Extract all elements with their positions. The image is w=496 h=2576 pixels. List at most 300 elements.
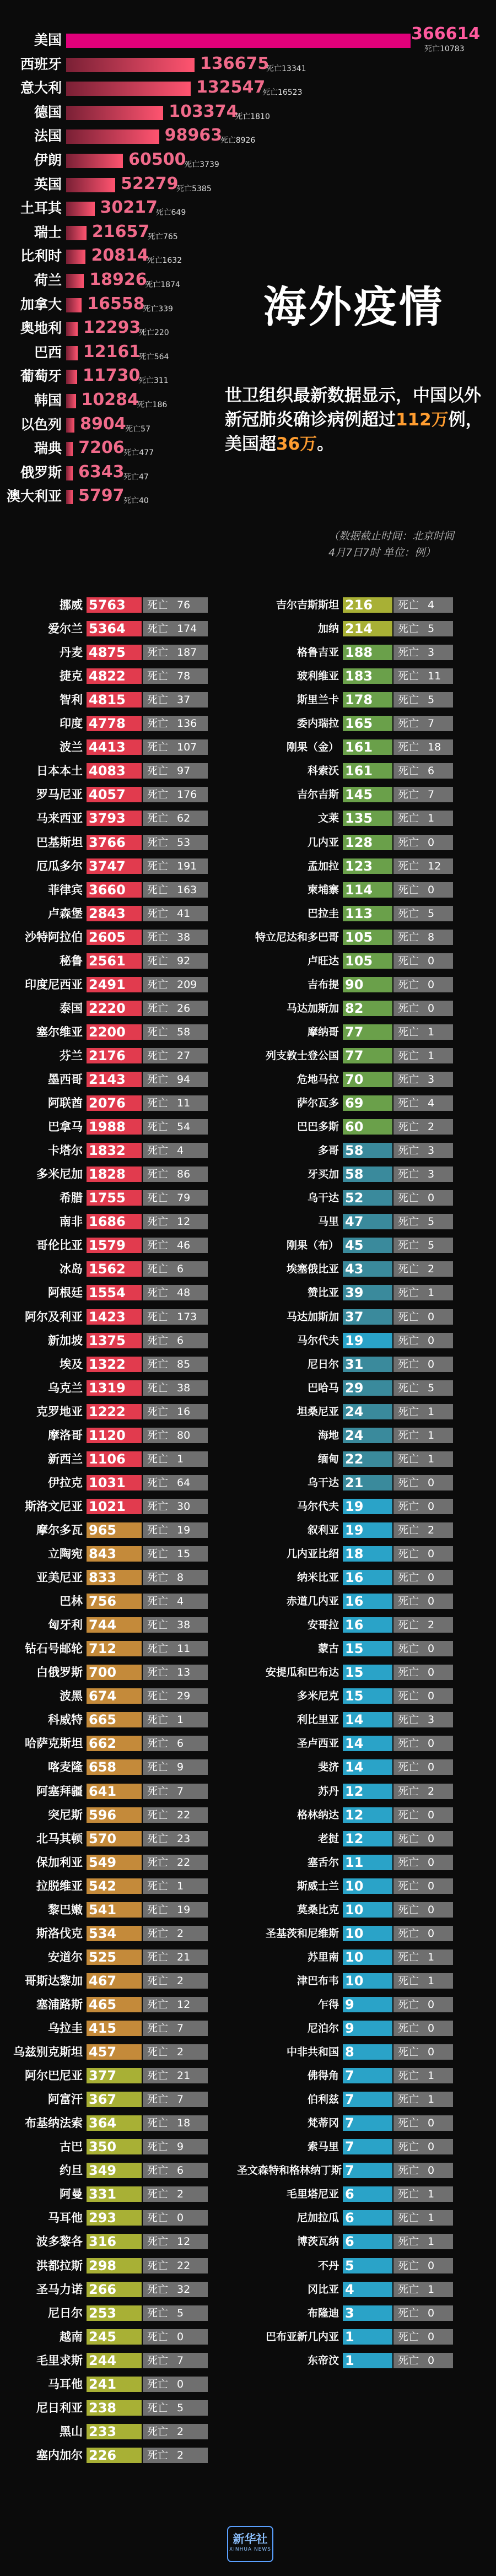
death-count	[393, 1333, 453, 1348]
death-label: 死亡	[147, 1714, 169, 1726]
death-label: 死亡	[147, 931, 169, 943]
country-name: 保加利亚	[36, 1855, 83, 1869]
table-row	[237, 1594, 468, 1609]
death-label: 死亡	[398, 2093, 419, 2106]
death-count	[393, 597, 453, 613]
table-row	[0, 1190, 231, 1206]
table-row	[0, 716, 231, 731]
death-value: 5	[428, 694, 435, 706]
country-name: 毛里求斯	[36, 2353, 83, 2367]
death-label: 死亡	[147, 1073, 169, 1086]
death-label: 死亡	[398, 1548, 419, 1560]
death-label: 死亡	[398, 1002, 419, 1014]
confirmed-cases: 350	[87, 2139, 142, 2154]
death-count	[143, 1238, 208, 1253]
country-name: 约旦	[60, 2163, 83, 2178]
death-label: 死亡	[147, 1903, 169, 1916]
country-name: 圣卢西亚	[296, 1737, 339, 1750]
death-value: 78	[177, 670, 191, 683]
death-label: 死亡	[398, 1121, 419, 1133]
table-row	[237, 716, 468, 731]
death-value: 0	[428, 1998, 435, 2011]
confirmed-cases: 1988	[87, 1119, 142, 1135]
death-count	[393, 2186, 453, 2202]
death-count	[143, 1878, 208, 1894]
confirmed-cases: 11	[343, 1855, 392, 1870]
top-bar-mark	[66, 154, 123, 168]
top-bar-value-label: 12161	[83, 342, 141, 361]
death-value: 5	[428, 907, 435, 920]
confirmed-cases: 183	[343, 668, 392, 684]
table-row	[237, 1357, 468, 1372]
death-label: 死亡	[398, 2330, 419, 2343]
table-row	[0, 597, 231, 613]
death-count	[143, 1048, 208, 1063]
death-count	[143, 1570, 208, 1585]
country-name: 刚果（布）	[286, 1239, 339, 1252]
table-row	[0, 1333, 231, 1348]
death-label: 死亡	[398, 1310, 419, 1323]
confirmed-cases: 238	[87, 2400, 142, 2416]
table-row	[237, 2163, 468, 2178]
subtitle-number-1: 112万	[396, 410, 449, 430]
table-row	[0, 1451, 231, 1467]
country-name: 冰岛	[60, 1262, 83, 1276]
death-label: 死亡	[398, 1405, 419, 1418]
subtitle-text-2: 例，美国超	[225, 410, 483, 454]
confirmed-cases: 965	[87, 1522, 142, 1538]
death-value: 6	[177, 1263, 184, 1276]
death-label: 死亡	[398, 1619, 419, 1632]
country-name: 丹麦	[60, 645, 83, 660]
table-row	[237, 1784, 468, 1799]
death-label: 死亡	[147, 789, 169, 801]
top-bar-country-label: 意大利	[20, 80, 62, 96]
subtitle-text-3: 。	[317, 434, 335, 454]
table-row	[0, 1617, 231, 1633]
confirmed-cases: 14	[343, 1712, 392, 1727]
death-value: 3	[428, 646, 435, 659]
table-row	[0, 1926, 231, 1941]
confirmed-cases: 1322	[87, 1357, 142, 1372]
confirmed-cases: 1686	[87, 1214, 142, 1229]
death-count	[143, 668, 208, 684]
country-name: 几内亚	[307, 836, 339, 849]
death-count	[143, 2400, 208, 2416]
table-row	[0, 1095, 231, 1111]
death-value: 1	[428, 1405, 435, 1418]
country-name: 牙买加	[307, 1168, 339, 1181]
death-label: 死亡	[147, 2307, 169, 2319]
confirmed-cases: 2843	[87, 906, 142, 921]
country-name: 尼加拉瓜	[296, 2212, 339, 2224]
death-label: 死亡	[398, 2141, 419, 2153]
country-name: 圣基茨和尼维斯	[265, 1927, 339, 1940]
death-label: 死亡	[147, 2354, 169, 2367]
table-row	[237, 2234, 468, 2249]
death-count	[393, 930, 453, 945]
death-value: 5	[428, 1381, 435, 1394]
country-name: 伊拉克	[48, 1475, 83, 1489]
death-count	[143, 1475, 208, 1490]
country-name: 钻石号邮轮	[25, 1641, 83, 1656]
confirmed-cases: 700	[87, 1665, 142, 1680]
top-bar-death-label: 死亡339	[143, 304, 173, 314]
death-label: 死亡	[398, 2354, 419, 2367]
country-name: 玻利维亚	[296, 670, 339, 683]
table-row	[237, 2353, 468, 2368]
confirmed-cases: 843	[87, 1546, 142, 1562]
death-value: 0	[428, 1690, 435, 1703]
death-value: 0	[428, 1808, 435, 1821]
death-value: 37	[177, 694, 191, 706]
logo-text: 新华社	[233, 2532, 268, 2546]
death-value: 19	[177, 1903, 191, 1916]
country-name: 哈萨克斯坦	[25, 1736, 83, 1751]
top-bar-country-label: 伊朗	[34, 152, 62, 168]
death-value: 5	[177, 2401, 184, 2414]
country-name: 列支敦士登公国	[265, 1049, 339, 1062]
confirmed-cases: 14	[343, 1759, 392, 1775]
death-label: 死亡	[147, 954, 169, 967]
death-value: 0	[428, 1500, 435, 1513]
confirmed-cases: 24	[343, 1428, 392, 1443]
country-name: 芬兰	[60, 1048, 83, 1062]
table-row	[0, 1309, 231, 1325]
death-value: 0	[428, 1737, 435, 1750]
confirmed-cases: 4	[343, 2282, 392, 2297]
confirmed-cases: 1	[343, 2329, 392, 2345]
death-count	[393, 1855, 453, 1870]
country-name: 几内亚比绍	[286, 1548, 339, 1560]
death-label: 死亡	[147, 1595, 169, 1608]
table-row	[0, 1546, 231, 1562]
death-value: 76	[177, 599, 191, 611]
confirmed-cases: 226	[87, 2448, 142, 2463]
top-bar-death-label: 死亡649	[155, 208, 186, 218]
death-label: 死亡	[147, 1548, 169, 1560]
country-name: 东帝汶	[307, 2354, 339, 2367]
death-label: 死亡	[147, 670, 169, 683]
table-row	[0, 1357, 231, 1372]
confirmed-cases: 377	[87, 2068, 142, 2083]
death-label: 死亡	[398, 2046, 419, 2059]
table-row	[0, 2139, 231, 2154]
confirmed-cases: 188	[343, 645, 392, 660]
death-count	[393, 1143, 453, 1158]
death-count	[393, 1119, 453, 1135]
table-row	[0, 1024, 231, 1040]
death-value: 0	[428, 1548, 435, 1560]
death-value: 0	[428, 2117, 435, 2130]
table-row	[0, 2068, 231, 2083]
confirmed-cases: 241	[87, 2377, 142, 2392]
top-bar-mark	[66, 322, 78, 336]
top-bar-country-label: 韩国	[34, 392, 62, 408]
death-count	[393, 2092, 453, 2107]
top-bar-country-label: 比利时	[20, 248, 62, 264]
table-row	[0, 2021, 231, 2036]
subtitle-text-1: 世卫组织最新数据显示，中国以外新冠肺炎确诊病例超过	[225, 386, 481, 430]
confirmed-cases: 10	[343, 1902, 392, 1918]
death-label: 死亡	[147, 741, 169, 754]
table-row	[237, 692, 468, 708]
death-count	[393, 1973, 453, 1989]
country-name: 刚果（金）	[286, 741, 339, 754]
table-row	[0, 2424, 231, 2439]
top-bar-row	[0, 176, 496, 193]
death-value: 1	[428, 2212, 435, 2224]
top-bar-death-label: 死亡8926	[220, 136, 256, 145]
death-value: 1	[177, 1880, 184, 1892]
death-value: 7	[177, 2093, 184, 2106]
death-value: 0	[428, 978, 435, 991]
death-count	[393, 645, 453, 660]
confirmed-cases: 12	[343, 1831, 392, 1846]
death-value: 1	[428, 1429, 435, 1441]
death-label: 死亡	[147, 2188, 169, 2201]
confirmed-cases: 60	[343, 1119, 392, 1135]
death-count	[393, 953, 453, 969]
confirmed-cases: 6	[343, 2210, 392, 2226]
confirmed-cases: 1021	[87, 1499, 142, 1514]
death-label: 死亡	[147, 623, 169, 635]
table-row	[0, 2186, 231, 2202]
death-value: 18	[177, 2117, 191, 2130]
country-name: 尼日尔	[48, 2305, 83, 2320]
confirmed-cases: 3660	[87, 882, 142, 898]
death-count	[143, 1855, 208, 1870]
table-row	[237, 1190, 468, 1206]
death-label: 死亡	[398, 836, 419, 849]
death-value: 21	[177, 2070, 191, 2082]
death-label: 死亡	[147, 1619, 169, 1632]
death-label: 死亡	[147, 2093, 169, 2106]
death-value: 0	[428, 1192, 435, 1205]
table-row	[0, 2092, 231, 2107]
table-row	[0, 882, 231, 898]
table-row	[237, 1119, 468, 1135]
death-value: 27	[177, 1049, 191, 1062]
death-value: 1	[428, 2283, 435, 2296]
table-row	[237, 1143, 468, 1158]
country-name: 北马其顿	[36, 1831, 83, 1845]
country-name: 摩纳哥	[307, 1025, 339, 1038]
death-count	[393, 1807, 453, 1823]
death-count	[143, 1333, 208, 1348]
death-label: 死亡	[398, 670, 419, 683]
death-value: 0	[428, 2330, 435, 2343]
confirmed-cases: 161	[343, 763, 392, 779]
country-name: 纳米比亚	[296, 1571, 339, 1584]
country-name: 安道尔	[48, 1949, 83, 1964]
death-count	[393, 2329, 453, 2345]
death-value: 15	[177, 1548, 191, 1560]
table-row	[237, 1499, 468, 1514]
table-row	[0, 1499, 231, 1514]
country-name: 希腊	[60, 1191, 83, 1205]
table-row	[0, 1759, 231, 1775]
death-count	[143, 1285, 208, 1300]
table-row	[0, 2258, 231, 2273]
death-value: 38	[177, 1381, 191, 1394]
top-bar-death-label: 死亡10783	[424, 45, 465, 53]
death-label: 死亡	[147, 765, 169, 777]
table-row	[237, 1285, 468, 1300]
death-count	[393, 858, 453, 874]
table-row	[0, 1855, 231, 1870]
death-value: 0	[428, 1358, 435, 1370]
country-name: 苏里南	[307, 1951, 339, 1963]
table-row	[237, 1949, 468, 1965]
top-bar-death-label: 死亡1632	[147, 256, 182, 266]
death-value: 2	[177, 2425, 184, 2438]
table-row	[237, 811, 468, 826]
death-label: 死亡	[147, 1856, 169, 1868]
top-bar-death-label: 死亡220	[138, 328, 169, 338]
country-name: 危地马拉	[296, 1073, 339, 1086]
confirmed-cases: 43	[343, 1261, 392, 1277]
confirmed-cases: 37	[343, 1309, 392, 1325]
death-value: 107	[177, 741, 197, 754]
table-row	[0, 692, 231, 708]
death-value: 0	[428, 1903, 435, 1916]
death-count	[393, 1570, 453, 1585]
confirmed-cases: 6	[343, 2234, 392, 2249]
death-label: 死亡	[398, 1737, 419, 1750]
death-label: 死亡	[398, 1381, 419, 1394]
confirmed-cases: 3793	[87, 811, 142, 826]
death-value: 5	[428, 623, 435, 635]
confirmed-cases: 216	[343, 597, 392, 613]
table-row	[237, 1617, 468, 1633]
top-bar-mark	[66, 442, 73, 456]
death-label: 死亡	[147, 2070, 169, 2082]
death-count	[143, 906, 208, 921]
death-value: 1	[177, 1714, 184, 1726]
death-value: 2	[428, 1785, 435, 1797]
table-row	[237, 1380, 468, 1396]
country-name: 马尔代夫	[296, 1500, 339, 1513]
top-bar-death-label: 死亡47	[123, 472, 149, 482]
death-label: 死亡	[398, 1595, 419, 1608]
country-name: 安哥拉	[307, 1619, 339, 1632]
country-name: 摩洛哥	[48, 1428, 83, 1442]
death-label: 死亡	[147, 1287, 169, 1299]
death-count	[143, 2044, 208, 2060]
country-name: 印度尼西亚	[25, 977, 83, 991]
death-value: 2	[177, 2046, 184, 2059]
death-label: 死亡	[398, 717, 419, 730]
death-value: 0	[428, 1643, 435, 1655]
top-bar-mark	[66, 490, 73, 504]
death-value: 0	[428, 1666, 435, 1679]
death-count	[393, 2210, 453, 2226]
country-name: 阿富汗	[48, 2092, 83, 2107]
top-bar-death-label: 死亡3739	[184, 160, 219, 169]
confirmed-cases: 541	[87, 1902, 142, 1918]
table-row	[0, 835, 231, 850]
death-label: 死亡	[398, 1832, 419, 1845]
death-count	[143, 1357, 208, 1372]
death-label: 死亡	[398, 1903, 419, 1916]
subtitle-number-2: 36万	[276, 434, 317, 454]
death-count	[143, 930, 208, 945]
death-label: 死亡	[398, 1216, 419, 1228]
death-value: 5	[428, 1216, 435, 1228]
death-count	[393, 763, 453, 779]
confirmed-cases: 29	[343, 1380, 392, 1396]
country-name: 坦桑尼亚	[296, 1405, 339, 1418]
confirmed-cases: 457	[87, 2044, 142, 2060]
death-value: 22	[177, 1856, 191, 1868]
death-value: 1	[428, 2070, 435, 2082]
confirmed-cases: 10	[343, 1973, 392, 1989]
confirmed-cases: 542	[87, 1878, 142, 1894]
death-label: 死亡	[398, 1690, 419, 1703]
country-name: 多米尼加	[36, 1167, 83, 1181]
confirmed-cases: 105	[343, 930, 392, 945]
country-name: 阿尔及利亚	[25, 1309, 83, 1324]
country-name: 智利	[60, 693, 83, 707]
country-name: 拉脱维亚	[36, 1878, 83, 1893]
country-name: 匈牙利	[48, 1618, 83, 1632]
country-name: 墨西哥	[48, 1072, 83, 1086]
confirmed-cases: 244	[87, 2353, 142, 2368]
table-row	[237, 1238, 468, 1253]
death-count	[143, 2068, 208, 2083]
country-name: 多米尼克	[296, 1690, 339, 1703]
death-value: 16	[177, 1405, 191, 1418]
table-row	[0, 2377, 231, 2392]
death-count	[393, 621, 453, 636]
data-note-line-2: 4月7日7时 单位：例）	[328, 547, 436, 559]
death-label: 死亡	[147, 1025, 169, 1038]
confirmed-cases: 5763	[87, 597, 142, 613]
death-label: 死亡	[398, 907, 419, 920]
confirmed-cases: 7	[343, 2163, 392, 2178]
death-value: 6	[177, 2164, 184, 2177]
table-row	[237, 1522, 468, 1538]
country-name: 埃塞俄比亚	[286, 1263, 339, 1276]
confirmed-cases: 1319	[87, 1380, 142, 1396]
confirmed-cases: 145	[343, 787, 392, 802]
death-value: 11	[177, 1643, 191, 1655]
country-name: 哥伦比亚	[36, 1238, 83, 1252]
death-count	[143, 787, 208, 802]
confirmed-cases: 4822	[87, 668, 142, 684]
table-row	[0, 621, 231, 636]
death-count	[393, 2044, 453, 2060]
death-value: 9	[177, 2141, 184, 2153]
death-count	[143, 1380, 208, 1396]
table-row	[237, 1475, 468, 1490]
top-bar-death-label: 死亡1810	[235, 112, 270, 121]
top-bar-row	[0, 488, 496, 505]
death-value: 1	[428, 1951, 435, 1963]
top-bar-death-label: 死亡5385	[176, 184, 212, 193]
country-name: 柬埔寨	[307, 883, 339, 896]
death-count	[143, 2377, 208, 2392]
death-count	[393, 1594, 453, 1609]
death-label: 死亡	[147, 907, 169, 920]
death-value: 191	[177, 860, 197, 872]
data-note-line-1: （数据截止时间：北京时间	[328, 530, 455, 542]
top-bar-value-label: 12293	[83, 318, 141, 338]
death-label: 死亡	[398, 694, 419, 706]
death-count	[143, 2139, 208, 2154]
death-count	[143, 716, 208, 731]
